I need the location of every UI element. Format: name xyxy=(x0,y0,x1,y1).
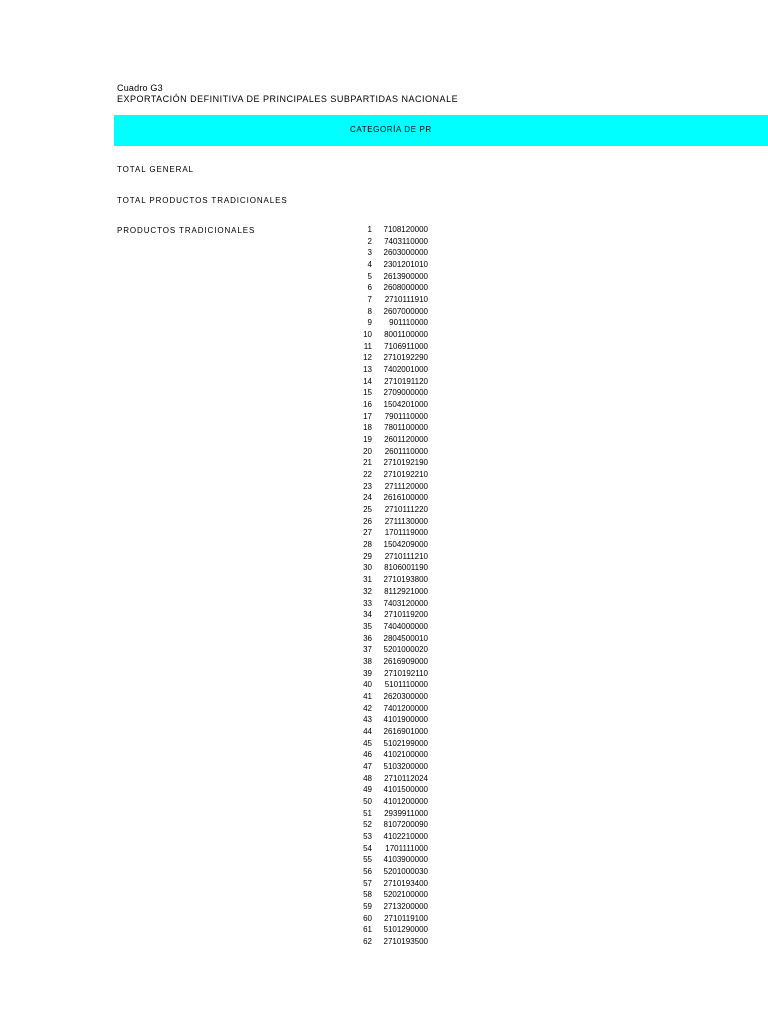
subpartida-code: 7106911000 xyxy=(384,341,428,351)
row-number: 27 xyxy=(363,528,372,538)
subpartida-code: 2709000000 xyxy=(383,388,428,398)
table-row xyxy=(320,668,440,680)
subpartida-code: 4101900000 xyxy=(383,715,428,725)
subpartida-code: 4103900000 xyxy=(383,855,428,865)
subpartida-code: 2710111210 xyxy=(384,551,428,561)
subpartida-code: 7801100000 xyxy=(384,423,428,433)
row-number: 40 xyxy=(363,680,372,690)
subpartida-code: 2616901000 xyxy=(383,726,428,736)
table-row xyxy=(320,516,440,528)
row-number: 18 xyxy=(363,423,372,433)
table-row xyxy=(320,539,440,551)
subpartida-code: 2616909000 xyxy=(383,656,428,666)
table-row xyxy=(320,901,440,913)
subpartida-code: 7901110000 xyxy=(384,411,428,421)
table-row xyxy=(320,329,440,341)
subpartida-code: 2711120000 xyxy=(384,481,428,491)
subpartida-code: 2804500010 xyxy=(383,633,428,643)
subpartida-code: 2710192210 xyxy=(383,470,428,480)
table-row xyxy=(320,259,440,271)
table-row xyxy=(320,492,440,504)
table-row xyxy=(320,773,440,785)
table-row xyxy=(320,819,440,831)
table-row xyxy=(320,691,440,703)
row-number: 53 xyxy=(363,831,372,841)
row-number: 13 xyxy=(363,365,372,375)
table-row xyxy=(320,808,440,820)
table-row xyxy=(320,784,440,796)
row-number: 34 xyxy=(363,610,372,620)
table-row xyxy=(320,457,440,469)
row-number: 52 xyxy=(363,820,372,830)
row-number: 25 xyxy=(363,505,372,515)
row-number: 57 xyxy=(363,878,372,888)
row-number: 21 xyxy=(363,458,372,468)
subpartida-code: 2710111220 xyxy=(384,505,428,515)
row-number: 37 xyxy=(363,645,372,655)
subpartida-code: 2710119100 xyxy=(384,913,428,923)
row-number: 46 xyxy=(363,750,372,760)
table-row xyxy=(320,633,440,645)
subpartida-code: 2939911000 xyxy=(384,808,428,818)
table-row xyxy=(320,247,440,259)
table-row xyxy=(320,341,440,353)
table-row xyxy=(320,889,440,901)
subpartida-code: 2301201010 xyxy=(383,260,428,270)
table-row xyxy=(320,714,440,726)
table-row xyxy=(320,854,440,866)
category-header-band xyxy=(114,115,768,146)
subpartida-code: 2710192110 xyxy=(384,668,428,678)
subpartida-code: 5103200000 xyxy=(383,761,428,771)
table-row xyxy=(320,679,440,691)
row-number: 60 xyxy=(363,913,372,923)
subpartida-code: 2710193400 xyxy=(383,878,428,888)
subpartida-code: 7108120000 xyxy=(383,225,428,234)
table-row xyxy=(320,294,440,306)
row-number: 24 xyxy=(363,493,372,503)
row-number: 28 xyxy=(363,540,372,550)
subpartida-code: 2608000000 xyxy=(383,283,428,293)
row-number: 56 xyxy=(363,866,372,876)
row-number: 4 xyxy=(367,260,372,270)
subpartida-code: 901110000 xyxy=(389,318,428,328)
subpartida-code: 5101110000 xyxy=(384,680,428,690)
table-row xyxy=(320,224,440,236)
subpartida-code: 2603000000 xyxy=(383,248,428,258)
row-number: 22 xyxy=(363,470,372,480)
subpartida-code: 2601120000 xyxy=(384,435,428,445)
subpartida-code: 2607000000 xyxy=(383,306,428,316)
table-row xyxy=(320,761,440,773)
table-row xyxy=(320,422,440,434)
subpartida-list xyxy=(320,224,440,948)
subpartida-code: 7401200000 xyxy=(383,703,428,713)
row-number: 14 xyxy=(363,376,372,386)
total-general-label: TOTAL GENERAL xyxy=(117,165,194,174)
row-number: 36 xyxy=(363,633,372,643)
table-row xyxy=(320,621,440,633)
row-number: 17 xyxy=(363,411,372,421)
total-traditional-label: TOTAL PRODUCTOS TRADICIONALES xyxy=(117,196,288,205)
row-number: 9 xyxy=(367,318,372,328)
row-number: 32 xyxy=(363,586,372,596)
row-number: 39 xyxy=(363,668,372,678)
subpartida-code: 2710192290 xyxy=(383,353,428,363)
subpartida-code: 8106001190 xyxy=(384,563,428,573)
subpartida-code: 2710119200 xyxy=(384,610,428,620)
subpartida-code: 2710191120 xyxy=(384,376,428,386)
subpartida-code: 4102210000 xyxy=(383,831,428,841)
table-row xyxy=(320,434,440,446)
subpartida-code: 1701111000 xyxy=(385,843,428,853)
row-number: 16 xyxy=(363,400,372,410)
subpartida-code: 2711130000 xyxy=(384,516,428,526)
subpartida-code: 7404000000 xyxy=(383,621,428,631)
table-row xyxy=(320,656,440,668)
table-row xyxy=(320,598,440,610)
row-number: 38 xyxy=(363,656,372,666)
row-number: 8 xyxy=(367,306,372,316)
table-row xyxy=(320,831,440,843)
subpartida-code: 7403110000 xyxy=(384,236,428,246)
row-number: 2 xyxy=(367,236,372,246)
table-row xyxy=(320,364,440,376)
table-row xyxy=(320,913,440,925)
row-number: 41 xyxy=(363,691,372,701)
subpartida-code: 2710192190 xyxy=(383,458,428,468)
subpartida-code: 2710193800 xyxy=(383,575,428,585)
row-number: 23 xyxy=(363,481,372,491)
table-row xyxy=(320,726,440,738)
row-number: 33 xyxy=(363,598,372,608)
row-number: 55 xyxy=(363,855,372,865)
table-row xyxy=(320,703,440,715)
table-row xyxy=(320,738,440,750)
row-number: 48 xyxy=(363,773,372,783)
row-number: 62 xyxy=(363,936,372,946)
subpartida-code: 4101200000 xyxy=(383,796,428,806)
table-row xyxy=(320,574,440,586)
row-number: 6 xyxy=(367,283,372,293)
subpartida-code: 1701119000 xyxy=(384,528,428,538)
subpartida-code: 7403120000 xyxy=(383,598,428,608)
table-row xyxy=(320,562,440,574)
subpartida-code: 2710111910 xyxy=(384,295,428,305)
subpartida-code: 2620300000 xyxy=(383,691,428,701)
subpartida-code: 5202100000 xyxy=(383,890,428,900)
table-row xyxy=(320,527,440,539)
table-row xyxy=(320,843,440,855)
subpartida-code: 2613900000 xyxy=(383,271,428,281)
subpartida-code: 4102100000 xyxy=(383,750,428,760)
table-row xyxy=(320,236,440,248)
table-row xyxy=(320,352,440,364)
table-row xyxy=(320,878,440,890)
row-number: 47 xyxy=(363,761,372,771)
subpartida-code: 2710112024 xyxy=(384,773,428,783)
subpartida-code: 2710193500 xyxy=(383,936,428,946)
subpartida-code: 5201000020 xyxy=(383,645,428,655)
table-row xyxy=(320,644,440,656)
row-number: 50 xyxy=(363,796,372,806)
row-number: 26 xyxy=(363,516,372,526)
row-number: 5 xyxy=(367,271,372,281)
row-number: 43 xyxy=(363,715,372,725)
subpartida-code: 8107200090 xyxy=(383,820,428,830)
table-caption: Cuadro G3 xyxy=(117,83,163,93)
table-row xyxy=(320,749,440,761)
table-row xyxy=(320,317,440,329)
table-row xyxy=(320,866,440,878)
row-number: 54 xyxy=(363,843,372,853)
subpartida-code: 5201000030 xyxy=(383,866,428,876)
traditional-products-label: PRODUCTOS TRADICIONALES xyxy=(117,226,256,235)
row-number: 7 xyxy=(367,295,372,305)
row-number: 15 xyxy=(363,388,372,398)
row-number: 35 xyxy=(363,621,372,631)
table-row xyxy=(320,271,440,283)
subpartida-code: 2601110000 xyxy=(384,446,428,456)
table-row xyxy=(320,551,440,563)
subpartida-code: 8001100000 xyxy=(384,330,428,340)
row-number: 3 xyxy=(367,248,372,258)
row-number: 12 xyxy=(363,353,372,363)
table-row xyxy=(320,387,440,399)
row-number: 10 xyxy=(363,330,372,340)
row-number: 49 xyxy=(363,785,372,795)
table-row xyxy=(320,481,440,493)
subpartida-code: 1504209000 xyxy=(383,540,428,550)
row-number: 59 xyxy=(363,901,372,911)
table-row xyxy=(320,282,440,294)
row-number: 45 xyxy=(363,738,372,748)
subpartida-code: 8112921000 xyxy=(384,586,428,596)
row-number: 44 xyxy=(363,726,372,736)
table-row xyxy=(320,924,440,936)
subpartida-code: 1504201000 xyxy=(383,400,428,410)
table-row xyxy=(320,936,440,948)
table-row xyxy=(320,306,440,318)
row-number: 11 xyxy=(363,341,372,351)
table-row xyxy=(320,609,440,621)
row-number: 30 xyxy=(363,563,372,573)
subpartida-code: 2713200000 xyxy=(383,901,428,911)
table-row xyxy=(320,446,440,458)
subpartida-code: 5102199000 xyxy=(383,738,428,748)
subpartida-code: 4101500000 xyxy=(383,785,428,795)
category-header-label: CATEGORÍA DE PR xyxy=(350,125,432,134)
row-number: 61 xyxy=(363,925,372,935)
table-row xyxy=(320,411,440,423)
row-number: 31 xyxy=(363,575,372,585)
subpartida-code: 2616100000 xyxy=(383,493,428,503)
table-row xyxy=(320,586,440,598)
row-number: 51 xyxy=(363,808,372,818)
table-row xyxy=(320,504,440,516)
subpartida-code: 7402001000 xyxy=(383,365,428,375)
table-title: EXPORTACIÓN DEFINITIVA DE PRINCIPALES SUBPARTIDAS NACIONALE xyxy=(117,94,459,104)
subpartida-code: 5101290000 xyxy=(383,925,428,935)
row-number: 58 xyxy=(363,890,372,900)
row-number: 29 xyxy=(363,551,372,561)
table-row xyxy=(320,469,440,481)
row-number: 19 xyxy=(363,435,372,445)
row-number: 1 xyxy=(367,225,372,234)
table-row xyxy=(320,376,440,388)
row-number: 20 xyxy=(363,446,372,456)
row-number: 42 xyxy=(363,703,372,713)
table-row xyxy=(320,796,440,808)
table-row xyxy=(320,399,440,411)
